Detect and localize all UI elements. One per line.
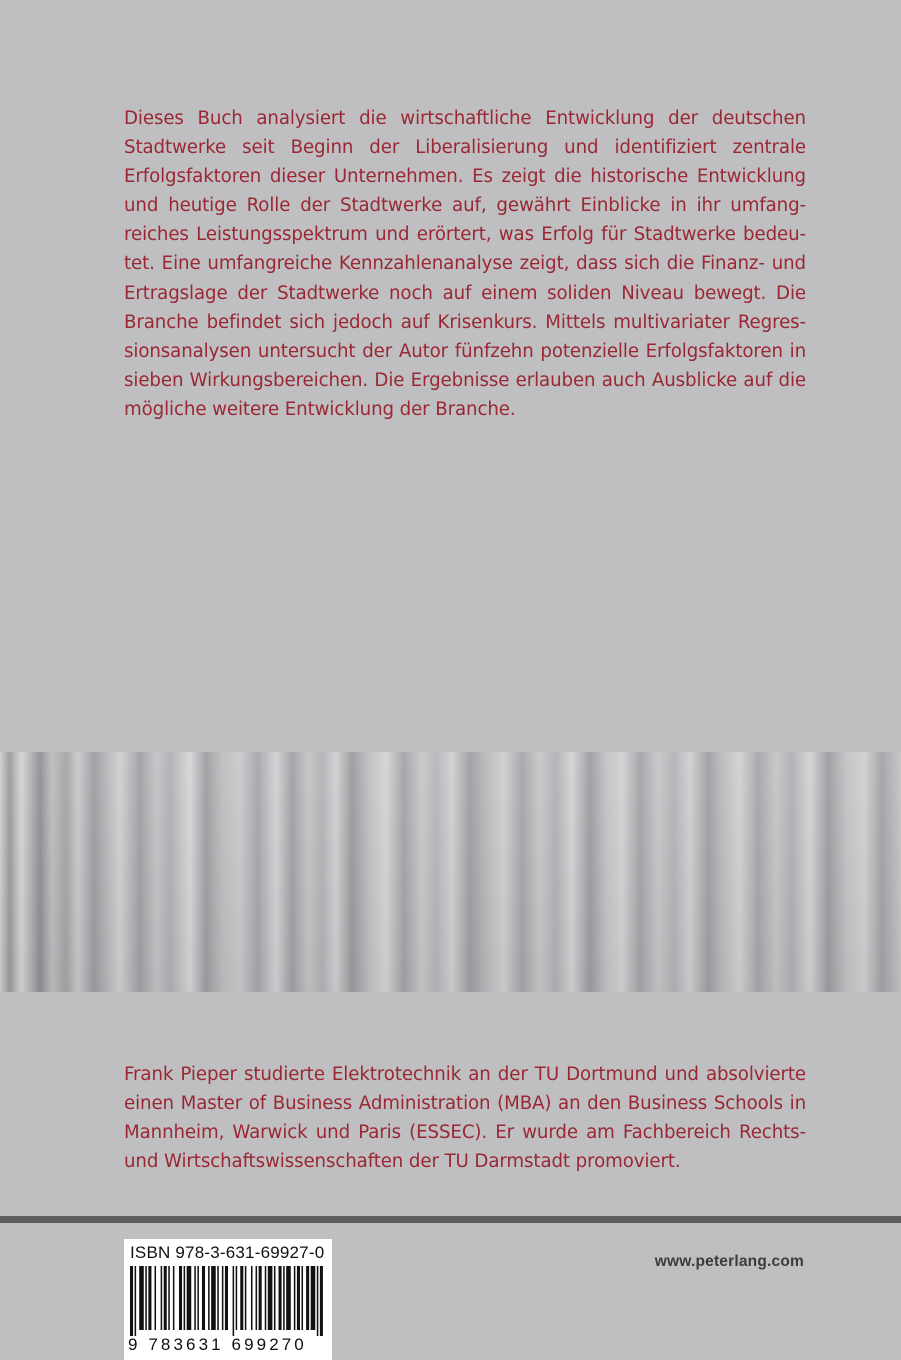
- barcode-bar: [286, 1266, 291, 1330]
- book-description: [124, 104, 806, 424]
- barcode-bar: [240, 1266, 243, 1330]
- description-line: sionsanalysen untersucht der Autor fünfzehn potenzielle Erfolgsfaktoren in: [124, 340, 806, 362]
- barcode-bar: [155, 1266, 157, 1330]
- barcode-bar: [279, 1266, 282, 1330]
- publisher-url: www.peterlang.com: [654, 1253, 804, 1270]
- barcode-bar: [164, 1266, 167, 1330]
- barcode-bar: [320, 1266, 323, 1336]
- description-line: Dieses Buch analysiert die wirtschaftliche Entwicklung der deutschen: [124, 108, 806, 129]
- barcode-bar: [306, 1266, 309, 1330]
- description-line: Branche befindet sich jedoch auf Krisenkurs. Mittels multivariater Regres-: [124, 311, 806, 333]
- barcode-bar: [145, 1266, 147, 1330]
- barcode-bar: [168, 1266, 170, 1330]
- barcode-bar: [187, 1266, 192, 1330]
- barcode-bar: [259, 1266, 262, 1330]
- author-bio: [124, 1060, 806, 1176]
- description-line: Erfolgsfaktoren dieser Unternehmen. Es zeigt die historische Entwicklung: [124, 166, 806, 188]
- description-line: Stadtwerke seit Beginn der Liberalisierung und identifiziert zentrale: [124, 137, 806, 159]
- bio-line: einen Master of Business Administration (MBA) an den Business Schools in: [124, 1093, 806, 1115]
- barcode-bar: [184, 1266, 186, 1330]
- description-line: tet. Eine umfangreiche Kennzahlenanalyse zeigt, dass sich die Finanz- und: [124, 253, 806, 275]
- description-line: mögliche weitere Entwicklung der Branche.: [124, 398, 516, 420]
- barcode-bar: [161, 1266, 163, 1330]
- description-line: sieben Wirkungsbereichen. Die Ergebnisse erlauben auch Ausblicke auf die: [124, 369, 806, 391]
- bio-line: Mannheim, Warwick und Paris (ESSEC). Er wurde am Fachbereich Rechts-: [124, 1122, 806, 1144]
- description-line: Ertragslage der Stadtwerke noch auf einem soliden Niveau bewegt. Die: [124, 282, 806, 304]
- barcode-bar: [139, 1266, 144, 1330]
- barcode-bar: [208, 1266, 210, 1330]
- barcode-bar: [222, 1266, 224, 1330]
- barcode-bar: [179, 1266, 182, 1330]
- barcode-bar: [148, 1266, 151, 1330]
- barcode-bar: [251, 1266, 253, 1330]
- barcode-bar: [245, 1266, 247, 1330]
- barcode-bar: [194, 1266, 196, 1330]
- barcode-bar: [225, 1266, 228, 1330]
- divider-rule: [0, 1216, 901, 1223]
- barcode-bar: [236, 1266, 238, 1330]
- barcode-bar: [265, 1266, 267, 1330]
- barcode-bar: [233, 1266, 235, 1336]
- barcode-bar: [135, 1266, 137, 1336]
- barcode-bar: [197, 1266, 199, 1330]
- barcode-bar: [130, 1266, 133, 1336]
- barcode-bar: [317, 1266, 319, 1336]
- barcode-bar: [283, 1266, 285, 1330]
- barcode-bar: [302, 1266, 304, 1330]
- decorative-metallic-band: [0, 752, 901, 992]
- barcode-bar: [211, 1266, 216, 1330]
- barcode-bar: [268, 1266, 273, 1330]
- bio-line: Frank Pieper studierte Elektrotechnik an der TU Dortmund und absolvierte: [124, 1064, 806, 1085]
- barcode-bar: [256, 1266, 258, 1330]
- isbn-barcode: [124, 1239, 332, 1360]
- barcode-bar: [217, 1266, 219, 1330]
- barcode-bar: [294, 1266, 296, 1330]
- barcode-bar: [202, 1266, 205, 1330]
- barcode-bar: [274, 1266, 276, 1330]
- barcode-bar: [297, 1266, 300, 1330]
- barcode-bar: [173, 1266, 175, 1330]
- description-line: reiches Leistungsspektrum und erörtert, was Erfolg für Stadtwerke bedeu-: [124, 224, 806, 246]
- isbn-label: ISBN 978-3-631-69927-0: [130, 1243, 325, 1262]
- barcode-bars: [130, 1266, 326, 1336]
- bio-line: und Wirtschaftswissenschaften der TU Darmstadt promoviert.: [124, 1151, 681, 1173]
- barcode-digits: 9 783631 699270: [128, 1335, 307, 1354]
- description-line: und heutige Rolle der Stadtwerke auf, gewährt Einblicke in ihr umfang-: [124, 195, 806, 217]
- barcode-bar: [311, 1266, 316, 1330]
